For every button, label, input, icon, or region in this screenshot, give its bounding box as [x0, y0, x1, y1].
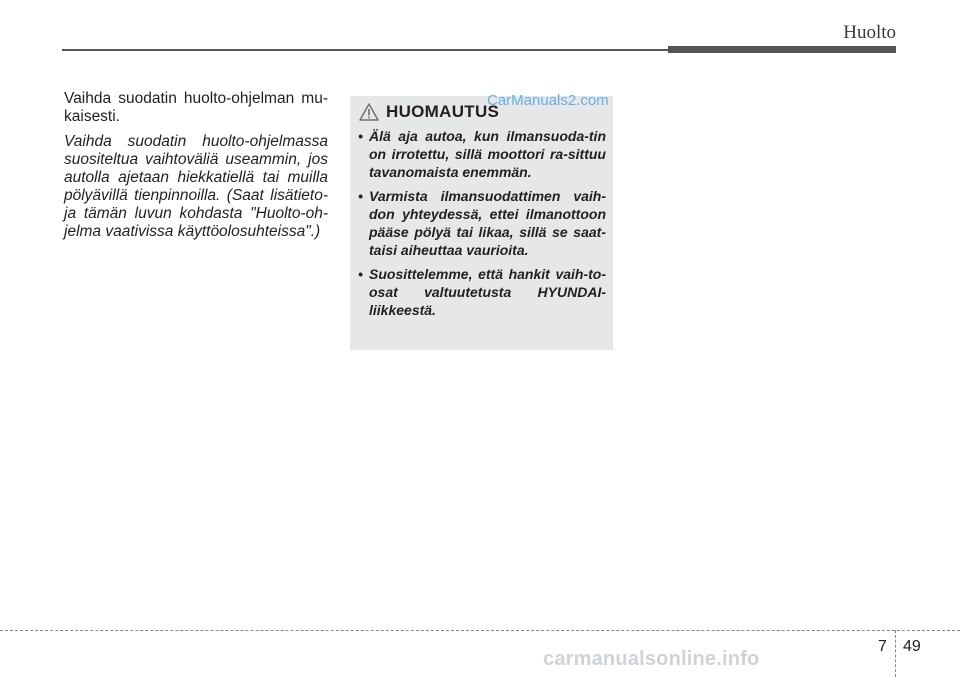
caution-item-text: Varmista ilmansuodattimen vaih-don yhteydessä, ettei ilmanottoon pääse pölyä tai likaa, sillä se saat-taisi aiheuttaa vaurioita. — [369, 188, 606, 258]
caution-item — [358, 187, 606, 259]
chapter-number: 7 — [878, 638, 887, 655]
header-rule — [62, 49, 668, 51]
bullet: • — [358, 128, 363, 144]
left-column — [64, 90, 328, 241]
caution-list — [358, 127, 606, 325]
bullet: • — [358, 266, 363, 282]
header-bar — [668, 46, 896, 53]
caution-header — [359, 102, 499, 122]
caution-box — [350, 96, 613, 350]
page-number: 49 — [903, 638, 921, 655]
caution-title: HUOMAUTUS — [386, 102, 500, 121]
footer-watermark: carmanualsonline.info — [543, 648, 760, 670]
footer-divider — [895, 630, 896, 677]
body-paragraph: Vaihda suodatin huolto-ohjelman mu-kaisesti. — [64, 90, 328, 125]
caution-item-text: Suosittelemme, että hankit vaih-to-osat valtuutetusta HYUNDAI-liikkeestä. — [369, 266, 606, 318]
italic-note: Vaihda suodatin huolto-ohjelmassa suositeltua vaihtoväliä useammin, jos autolla ajetaan hiekkatiellä tai muilla pölyävillä tienpinnoilla. (Saat lisätieto-ja tämän luvun kohdasta "Huolto-oh-jelma vaativissa käyttöolosuhteissa".) — [64, 133, 328, 240]
caution-item — [358, 265, 606, 319]
caution-item-text: Älä aja autoa, kun ilmansuoda-tin on irrotettu, sillä moottori ra-sittuu tavanomaista enemmän. — [369, 128, 606, 180]
section-title: Huolto — [843, 22, 896, 43]
footer-rule — [0, 630, 960, 631]
bullet: • — [358, 188, 363, 204]
watermark-link[interactable]: CarManuals2.com — [487, 92, 609, 109]
warning-triangle-icon — [359, 103, 379, 121]
caution-item — [358, 127, 606, 181]
